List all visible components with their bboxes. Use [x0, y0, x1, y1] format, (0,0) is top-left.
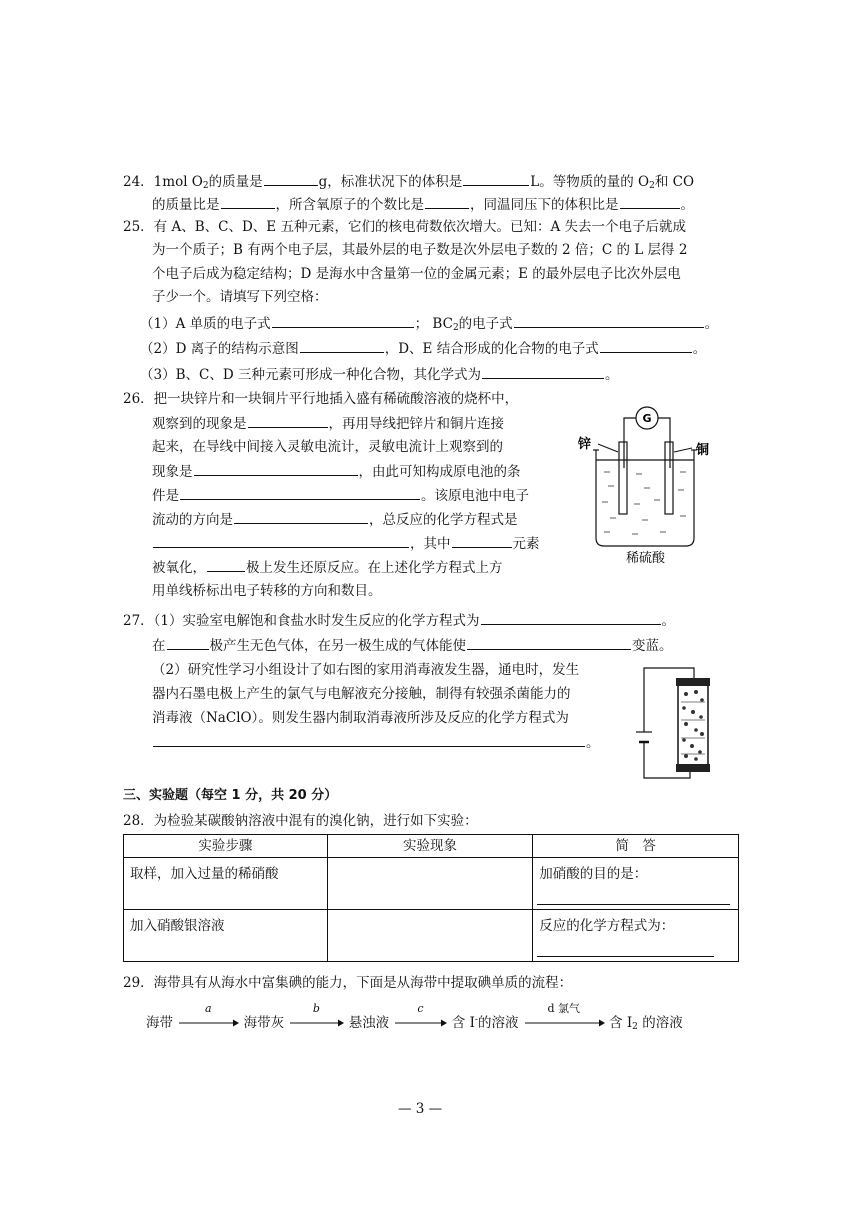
- q27-line: [152, 635, 673, 656]
- blank-electron-flow[interactable]: [234, 509, 368, 524]
- q28-experiment-table: [123, 834, 739, 962]
- q27-text: 极产生无色气体，在另一极生成的气体能使: [209, 638, 466, 654]
- q26-line: [152, 557, 503, 578]
- table-row: [124, 910, 739, 962]
- zinc-plate: [619, 442, 627, 514]
- step-text: 加入硝酸银溶液: [130, 918, 225, 934]
- answer-blank[interactable]: [537, 890, 730, 905]
- q26-line: 用单线桥标出电子转移的方向和数目。: [152, 583, 382, 599]
- q25-line: 子少一个。请填写下列空格：: [152, 289, 328, 305]
- q26-line: 起来，在导线中间接入灵敏电流计，灵敏电流计上观察到的: [152, 439, 503, 455]
- flow-text: 含 I: [609, 1015, 633, 1031]
- q28-intro: 28．为检验某碳酸钠溶液中混有的溴化钠，进行如下实验：: [123, 813, 478, 829]
- flow-text: 的溶液: [637, 1015, 683, 1031]
- q27-line: [123, 610, 675, 631]
- header-phenomenon: 实验现象: [327, 835, 533, 858]
- blank-meter-phenomenon[interactable]: [194, 461, 358, 476]
- q24-line1: [123, 171, 694, 196]
- q26-line: [152, 413, 504, 434]
- q25-text: ； BC: [414, 316, 453, 332]
- q25-sub2: [140, 338, 706, 359]
- q26-line: [152, 509, 518, 530]
- answer-cell: [533, 858, 739, 910]
- q26-text: ，其中: [410, 536, 451, 552]
- table-header-row: [124, 835, 739, 858]
- galvanometer-label: G: [642, 412, 652, 425]
- q25-sub1: [140, 313, 718, 338]
- arrow-label-d: d 氯气: [547, 1001, 581, 1015]
- phenomenon-text: [328, 910, 533, 922]
- q26-text: ，总反应的化学方程式是: [369, 512, 518, 528]
- flow-arrow-a: [177, 1001, 239, 1034]
- q26-text: ，由此可知构成原电池的条: [358, 464, 521, 480]
- q27-line: 器内石墨电极上产生的氯气与电解液充分接触，制得有较强杀菌能力的: [152, 686, 571, 702]
- blank-colorless-gas-electrode[interactable]: [167, 635, 209, 650]
- flow-step-iodine-solution: [609, 1015, 683, 1031]
- flow-text: 含 I: [451, 1015, 475, 1031]
- flow-arrow-b: [288, 1001, 344, 1034]
- q24-text: ，所含氧原子的个数比是: [275, 197, 424, 213]
- answer-blank[interactable]: [537, 942, 714, 957]
- answer-text: 反应的化学方程式为：: [539, 918, 675, 934]
- q26-text: 流动的方向是: [152, 512, 233, 528]
- section-3-title: 三、实验题（每空 1 分，共 20 分）: [123, 788, 338, 803]
- q26-text: 元素: [512, 536, 540, 552]
- q27-text: 27．（1）实验室电解饱和食盐水时发生反应的化学方程式为: [123, 613, 480, 629]
- blank-bc2-electron-formula[interactable]: [514, 313, 704, 328]
- flow-step-kelp-ash: 海带灰: [243, 1015, 285, 1031]
- blank-d-ion-structure[interactable]: [300, 338, 384, 353]
- q25-line: 个电子后成为稳定结构；D 是海水中含量第一位的金属元素；E 的最外层电子比次外层电: [152, 266, 681, 282]
- header-step: 实验步骤: [124, 835, 328, 858]
- table-row: [124, 858, 739, 910]
- blank-oxidized-element[interactable]: [452, 533, 512, 548]
- q26-line: 26．把一块锌片和一块铜片平行地插入盛有稀硫酸溶液的烧杯中，: [123, 391, 519, 407]
- arrow-label-a: a: [205, 1001, 212, 1015]
- q24-text: 的质量比是: [152, 197, 220, 213]
- q24-text: 。: [680, 197, 694, 213]
- q26-text: 件是: [152, 488, 179, 504]
- q24-text: 和 CO: [654, 174, 695, 190]
- q26-text: 极上发生还原反应。在上述化学方程式上方: [246, 560, 503, 576]
- q26-line: [152, 533, 540, 554]
- q25-text: 。: [692, 341, 707, 357]
- blank-o2-volume[interactable]: [463, 171, 529, 186]
- flow-step-suspension: 悬浊液: [348, 1015, 390, 1031]
- blank-bcd-formula[interactable]: [482, 364, 604, 379]
- q27-line: （2）研究性学习小组设计了如右图的家用消毒液发生器，通电时，发生: [152, 662, 580, 678]
- phenomenon-text: [328, 858, 533, 870]
- subscript: 2: [649, 181, 655, 191]
- page-number: — 3 —: [398, 1101, 443, 1117]
- copper-plate: [665, 442, 673, 514]
- phenomenon-cell[interactable]: [327, 858, 533, 910]
- blank-mass-ratio[interactable]: [221, 194, 275, 209]
- blank-naclo-equation[interactable]: [153, 732, 585, 747]
- step-text: 取样，加入过量的稀硝酸: [130, 866, 279, 882]
- q25-line: 为一个质子；B 有两个电子层，其最外层的电子数是次外层电子数的 2 倍；C 的 L 层得 2: [152, 242, 688, 258]
- q27-line: [152, 732, 600, 753]
- q27-line: 消毒液（NaClO）。则发生器内制取消毒液所涉及反应的化学方程式为: [152, 710, 569, 726]
- q24-text: 24．1mol O: [123, 174, 203, 190]
- disinfectant-generator-figure: [636, 662, 716, 784]
- q26-line: [152, 461, 521, 482]
- q24-text: L。等物质的量的 O: [530, 174, 650, 190]
- iodine-extraction-flow: [146, 1001, 683, 1037]
- blank-cell-conditions[interactable]: [180, 485, 420, 500]
- subscript: 2: [632, 1022, 638, 1032]
- q27-text: 。: [661, 613, 676, 629]
- q26-text: 。该原电池中电子: [421, 488, 529, 504]
- acid-label: 稀硫酸: [626, 551, 666, 566]
- q24-line2: [152, 194, 694, 215]
- arrow-label-b: b: [312, 1001, 320, 1015]
- blank-indicator[interactable]: [467, 635, 631, 650]
- q27-text: 变蓝。: [632, 638, 673, 654]
- generator-vessel: [678, 680, 708, 770]
- subscript: 2: [202, 181, 209, 191]
- q29-intro: 29．海带具有从海水中富集碘的能力，下面是从海带中提取碘单质的流程：: [123, 975, 573, 991]
- superscript: -: [474, 1015, 478, 1025]
- vessel-cap-top: [676, 678, 710, 686]
- blank-reduction-electrode[interactable]: [207, 557, 245, 572]
- flow-arrow-c: [393, 1001, 447, 1034]
- q27-text: 。: [586, 735, 600, 751]
- q25-line: 25．有 A、B、C、D、E 五种元素，它们的核电荷数依次增大。已知：A 失去一个电子后就成: [123, 219, 686, 235]
- phenomenon-cell[interactable]: [327, 910, 533, 962]
- q25-text: 的电子式: [458, 316, 513, 332]
- subscript: 2: [452, 323, 459, 333]
- galvanic-cell-figure: [574, 390, 724, 566]
- flow-step-kelp: 海带: [146, 1015, 173, 1031]
- answer-text: 加硝酸的目的是：: [539, 866, 648, 882]
- flow-text: 的溶液: [477, 1015, 519, 1031]
- copper-label: 铜: [696, 443, 710, 458]
- blank-total-equation[interactable]: [153, 533, 409, 548]
- step-cell: [124, 910, 328, 962]
- q25-text: 。: [604, 367, 619, 383]
- q26-text: 观察到的现象是: [152, 416, 247, 432]
- q25-text: （3）B、C、D 三种元素可形成一种化合物，其化学式为: [140, 367, 481, 383]
- blank-o2-mass[interactable]: [264, 171, 318, 186]
- q25-text: （2）D 离子的结构示意图: [140, 341, 299, 357]
- q24-text: ，同温同压下的体积比是: [470, 197, 619, 213]
- answer-cell: [533, 910, 739, 962]
- blank-atom-ratio[interactable]: [425, 194, 469, 209]
- blank-volume-ratio[interactable]: [620, 194, 680, 209]
- q25-text: 。: [704, 316, 719, 332]
- zinc-label: 锌: [578, 437, 592, 452]
- q27-text: 在: [152, 638, 166, 654]
- header-answer: 简 答: [533, 835, 739, 858]
- q25-text: （1）A 单质的电子式: [140, 316, 271, 332]
- q25-text: ，D、E 结合形成的化合物的电子式: [384, 341, 599, 357]
- blank-observation[interactable]: [248, 413, 328, 428]
- q26-text: 被氧化，: [152, 560, 206, 576]
- q26-line: [152, 485, 529, 506]
- beaker: [596, 450, 694, 546]
- blank-electrolysis-equation[interactable]: [481, 610, 661, 625]
- step-cell: [124, 858, 328, 910]
- q24-text: g，标准状况下的体积是: [318, 174, 463, 190]
- vessel-cap-bottom: [676, 764, 710, 772]
- q26-text: 现象是: [152, 464, 193, 480]
- blank-de-compound[interactable]: [600, 338, 692, 353]
- q26-text: ，再用导线把锌片和铜片连接: [328, 416, 504, 432]
- q24-text: 的质量是: [208, 174, 263, 190]
- blank-a-electron-formula[interactable]: [272, 313, 414, 328]
- q25-sub3: [140, 364, 618, 385]
- flow-arrow-d: [523, 1001, 605, 1034]
- flow-step-iodide-solution: [452, 1015, 519, 1031]
- arrow-label-c: c: [417, 1001, 424, 1015]
